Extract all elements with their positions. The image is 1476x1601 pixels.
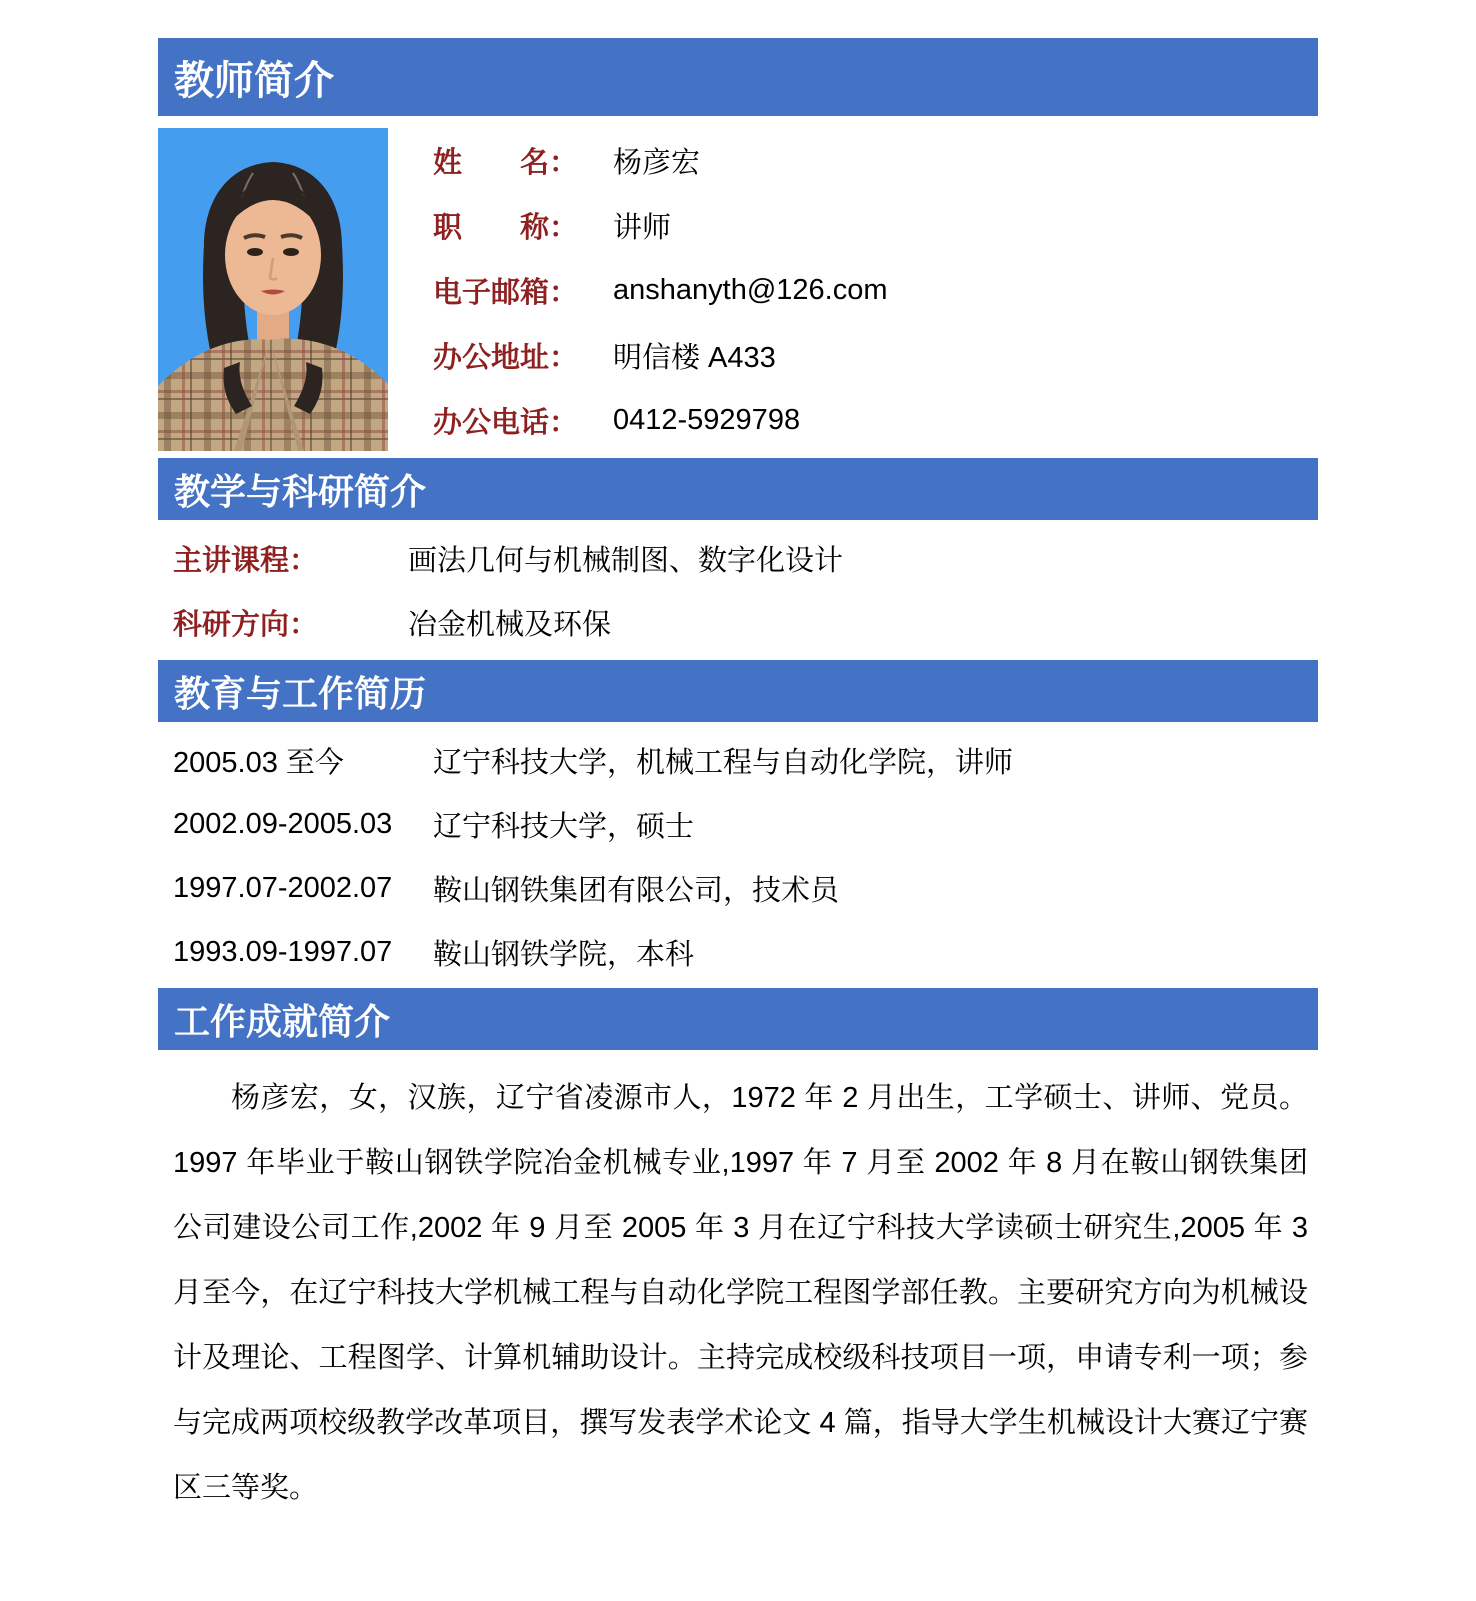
field-name <box>433 128 888 193</box>
education-detail: 鞍山钢铁学院，本科 <box>433 938 695 971</box>
section-header-teaching-research <box>158 458 1318 520</box>
education-period: 2002.09-2005.03 <box>173 807 393 840</box>
teacher-photo <box>158 128 388 451</box>
field-email <box>433 258 888 323</box>
section-header-teacher-intro <box>158 38 1318 116</box>
education-row <box>158 856 1318 920</box>
title-label: 职 称： <box>433 212 579 244</box>
portrait-photo-icon <box>158 128 388 451</box>
courses-value: 画法几何与机械制图、数字化设计 <box>408 544 844 577</box>
office-address-value: 明信楼 A433 <box>613 342 776 374</box>
email-value: anshanyth@126.com <box>613 274 888 306</box>
education-row <box>158 792 1318 856</box>
bottom-whitespace <box>158 1521 1318 1601</box>
education-period: 2005.03 至今 <box>173 746 344 779</box>
achievements-paragraph: 杨彦宏，女，汉族，辽宁省凌源市人，1972 年 2 月出生，工学硕士、讲师、党员。1997 年毕业于鞍山钢铁学院冶金机械专业,1997 年 7 月至 2002 年 8 月在鞍山钢铁集团公司建设公司工作,2002 年 9 月至 2005 年 3 月在辽宁科技大学读硕士研究生,2005 年 3 月至今，在辽宁科技大学机械工程与自动化学院工程图学部任教。主要研究方向为机械设计及理论、工程图学、计算机辅助设计。主持完成校级科技项目一项，申请专利一项；参与完成两项校级教学改革项目，撰写发表学术论文 4 篇，指导大学生机械设计大赛辽宁赛区三等奖。 <box>173 1082 1308 1504</box>
section-header-education-work <box>158 660 1318 722</box>
office-phone-label: 办公电话： <box>433 407 579 439</box>
email-label: 电子邮箱： <box>433 277 579 309</box>
section-header-achievements <box>158 988 1318 1050</box>
teaching-section-title: 教学与科研简介 <box>174 470 427 512</box>
education-section-title: 教育与工作简历 <box>174 672 427 714</box>
courses-label: 主讲课程： <box>173 544 319 577</box>
faculty-profile-page <box>158 0 1318 1601</box>
education-row <box>158 728 1318 792</box>
name-label: 姓 名： <box>433 147 579 179</box>
profile-section <box>158 116 1318 458</box>
name-value: 杨彦宏 <box>613 147 701 179</box>
field-office-phone <box>433 388 888 453</box>
education-period: 1997.07-2002.07 <box>173 871 393 904</box>
achievements-section-title: 工作成就简介 <box>174 1000 391 1042</box>
research-direction-label: 科研方向： <box>173 608 319 641</box>
office-phone-value: 0412-5929798 <box>613 404 801 436</box>
courses-row <box>158 526 1318 590</box>
education-section <box>158 728 1318 984</box>
teaching-section <box>158 526 1318 654</box>
field-title <box>433 193 888 258</box>
page-title: 教师简介 <box>174 58 334 103</box>
research-direction-value: 冶金机械及环保 <box>408 608 612 641</box>
education-detail: 辽宁科技大学，机械工程与自动化学院，讲师 <box>433 746 1014 779</box>
profile-fields <box>433 128 888 453</box>
education-period: 1993.09-1997.07 <box>173 935 393 968</box>
education-row <box>158 920 1318 984</box>
field-office-address <box>433 323 888 388</box>
research-direction-row <box>158 590 1318 654</box>
title-value: 讲师 <box>613 212 672 244</box>
education-detail: 辽宁科技大学，硕士 <box>433 810 695 843</box>
office-address-label: 办公地址： <box>433 342 579 374</box>
education-detail: 鞍山钢铁集团有限公司，技术员 <box>433 874 840 907</box>
